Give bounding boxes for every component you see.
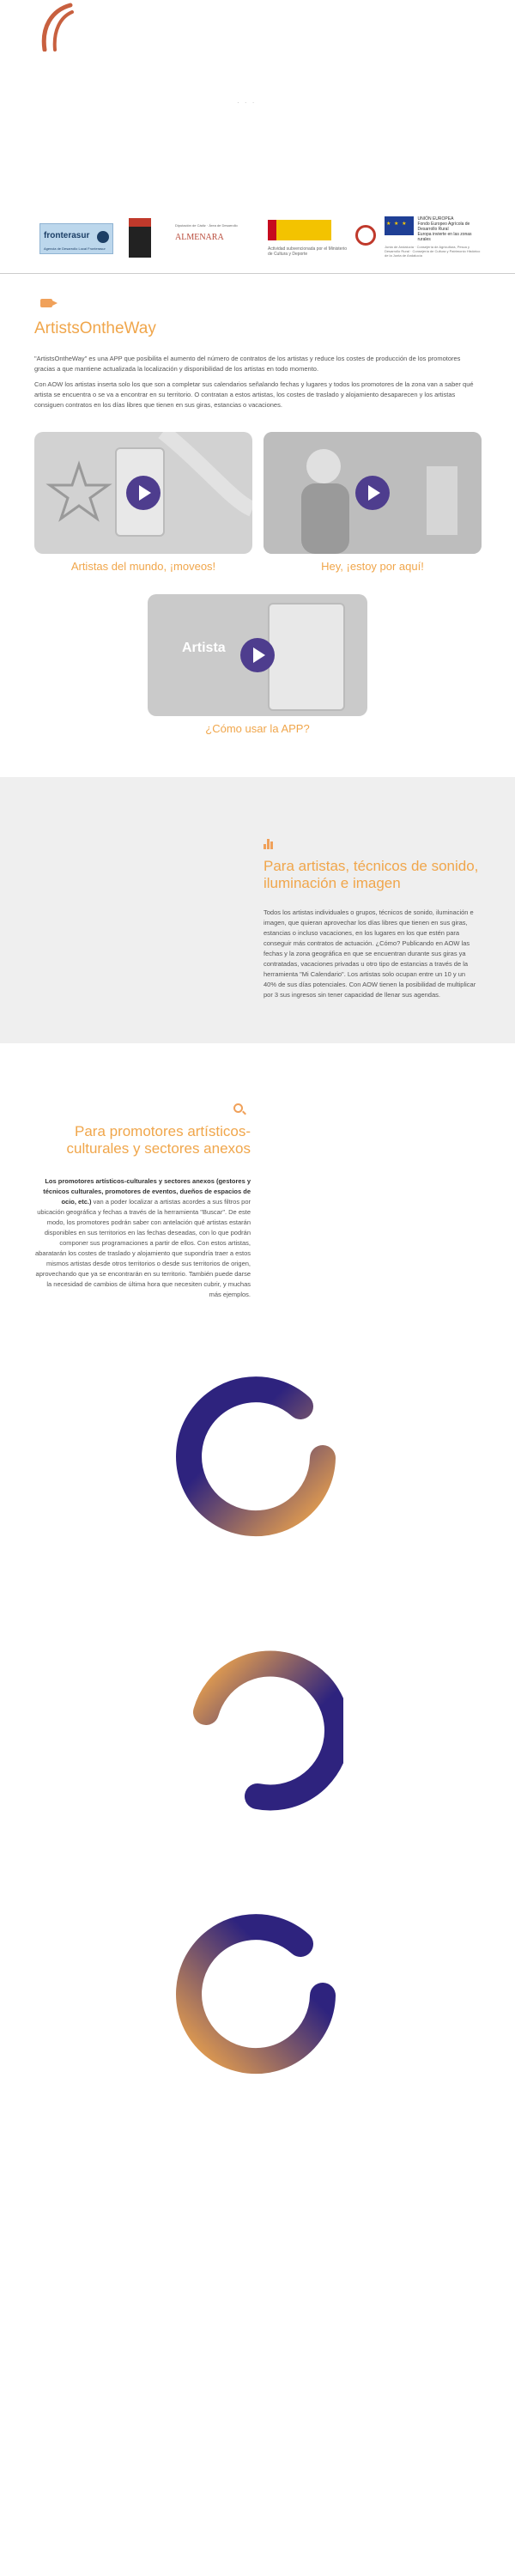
diputacion-mark: ALMENARA [175, 233, 224, 242]
divider [0, 273, 515, 274]
artists-title: Para artistas, técnicos de sonido, iluminación e imagen [264, 858, 479, 891]
ministry-logo[interactable] [268, 220, 350, 258]
video-caption-3[interactable]: ¿Cómo usar la APP? [205, 722, 310, 735]
spain-flag-icon [268, 220, 331, 240]
fronterasur-sub: Agencia de Desarrollo Local Fronterasur [44, 246, 106, 251]
search-icon [233, 1103, 243, 1113]
seal-logo[interactable] [355, 225, 376, 246]
play-button-icon[interactable] [355, 476, 390, 510]
aow-title: ArtistsOntheWay [34, 319, 156, 337]
eu-note: Junta de Andalucía · Consejería de Agricultura, Pesca y Desarrollo Rural · Consejería de Cultura y Patrimonio Histórico de la Junta de Andalucía [385, 245, 481, 258]
promoters-text: van a poder localizar a artistas acordes a sus filtros por ubicación geográfica y fechas a través de la herramienta "Buscar". De este modo, los promotores podrán saber con antelación qué artistas estarán disponibles en sus territorios en las fechas deseadas, con lo que podrán componer sus programaciones a partir de ellos. Con estos artistas, abaratarán los costes de traslado y alojamiento que supondría traer a estos mismos artistas desde otros territorios o desde sus territorios de origen, aprovechando que ya se encontrarán en su territorio. También puede darse la necesidad de cambios de última hora que necesiten cubrir, y muchas más ejemplos. [35, 1198, 251, 1298]
diputacion-logo[interactable] [175, 223, 261, 254]
video-thumbnail-3[interactable] [148, 594, 367, 716]
red-sponsor-logo[interactable] [129, 218, 151, 258]
video-thumbnail-2[interactable] [264, 432, 482, 554]
eu-flag-icon [385, 216, 414, 235]
ministry-text: Actividad subvencionada por el Ministerio de Cultura y Deporte [268, 246, 347, 257]
brand-logo-icon[interactable] [38, 2, 76, 52]
gradient-ring-2 [172, 1643, 343, 1815]
video-camera-icon [40, 299, 52, 307]
fronterasur-logo[interactable] [39, 223, 113, 254]
gradient-ring-3 [172, 1910, 343, 2081]
gradient-ring-1 [172, 1372, 343, 1544]
video-caption-1[interactable]: Artistas del mundo, ¡moveos! [70, 560, 216, 573]
video-thumbnail-1[interactable] [34, 432, 252, 554]
promoters-lead: Los promotores artísticos-culturales y sectores anexos (gestores y técnicos culturales, promotores de eventos, dueños de espacios de ocio, etc.) [43, 1177, 251, 1206]
phone-mockup [268, 603, 345, 711]
video-overlay-label: Artista [182, 641, 226, 655]
eu-slogan: Europa invierte en las zonas rurales [417, 232, 472, 242]
artists-section [0, 777, 515, 1043]
artists-body: Todos los artistas individuales o grupos, técnicos de sonido, iluminación e imagen, que quieran aprovechar los días libres que tienen en sus giras, estancias o incluso vacaciones, en los lugares en los que estén para conseguir más contratos de actuación. ¿Cómo? Publicando en AOW las fechas y la zona geográfica en que se encuentran durante sus giras ya contratadas, vacaciones privadas u otro tipo de estancias a través de la herramienta "Mi Calendario". Los artistas solo ocupan entre un 10 y un 40% de sus días potenciales. Con AOW tienen la posibilidad de multiplicar por 3 sus ingresos sin tener capacidad de llenar sus agendas. [264, 908, 476, 999]
play-button-icon[interactable] [240, 638, 275, 672]
play-button-icon[interactable] [126, 476, 161, 510]
aow-paragraph-2: Con AOW los artistas inserta solo los que son a completar sus calendarios señalando fechas y lugares y todos los promotores de la zona van a saber qué artista se encuentra o se va a encontrar en su territorio. O contratan a estos artistas, los costes de traslado y alojamiento desaparecen y los artistas consiguen contratos en los días libres que tienen en sus giras, estancias o vacaciones. [34, 380, 474, 409]
diputacion-text: Diputación de Cádiz · Área de Desarrollo [175, 223, 238, 228]
fronterasur-name: fronterasur [44, 231, 90, 240]
promoters-title: Para promotores artísticos-culturales y sectores anexos [66, 1123, 251, 1157]
eu-title: UNIÓN EUROPEA [417, 216, 454, 222]
equalizer-bars-icon [264, 839, 276, 849]
sponsor-logos [34, 215, 481, 263]
loader-dots: · · · [237, 99, 257, 106]
video-caption-2[interactable]: Hey, ¡estoy por aquí! [321, 560, 424, 573]
eu-logo[interactable] [385, 216, 481, 261]
aow-paragraph-1: "ArtistsOntheWay" es una APP que posibilita el aumento del número de contratos de los artistas y reduce los costes de producción de los promotores gracias a que mantiene actualizada la localización y disponibilidad de los artistas en todo momento. [34, 355, 461, 373]
smile-icon [97, 231, 109, 243]
promoters-body [34, 1176, 251, 1300]
eu-fund: Fondo Europeo Agrícola de Desarrollo Rural [417, 222, 470, 232]
